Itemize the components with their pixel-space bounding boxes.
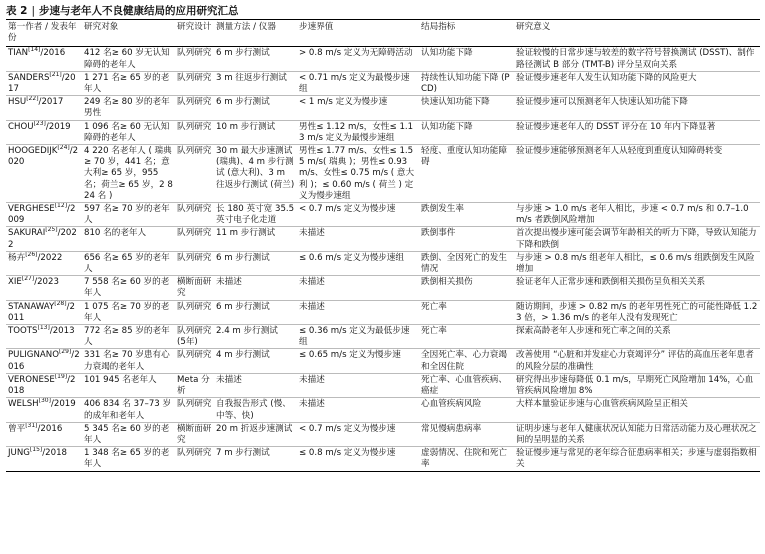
cell-method: 6 m 步行测试 [214, 300, 297, 324]
author-name: 杨卉 [8, 252, 26, 263]
publication-year: /2009 [8, 204, 76, 226]
table-row [6, 120, 760, 144]
cell-author [6, 447, 82, 471]
cell-method: 10 m 步行测试 [214, 120, 297, 144]
cell-subjects: 810 名的老年人 [82, 227, 175, 251]
cell-subjects: 412 名≥ 60 岁无认知障碍的老年人 [82, 47, 175, 71]
table-row [6, 276, 760, 300]
author-name: STANAWAY [8, 301, 55, 312]
cell-significance: 探索高龄老年人步速和死亡率之间的关系 [514, 325, 760, 349]
cell-significance: 验证慢步速与常见的老年综合征患病率相关；步速与虚弱指数相关 [514, 447, 760, 471]
cell-outcome: 跌倒相关损伤 [419, 276, 514, 300]
author-name: SANDERS [8, 72, 50, 83]
publication-year: /2020 [8, 146, 79, 168]
cell-design: 队列研究 [175, 251, 214, 275]
publication-year: /2017 [8, 72, 76, 95]
reference-number: [29] [58, 348, 72, 356]
cell-subjects: 1 075 名≥ 70 岁的老年人 [82, 300, 175, 324]
reference-number: [24] [57, 144, 70, 152]
cell-outcome: 认知功能下降 [419, 47, 514, 71]
cell-threshold: ≤ 0.6 m/s 定义为慢步速组 [297, 251, 419, 275]
cell-significance: 大样本量验证步速与心血管疾病风险呈正相关 [514, 398, 760, 422]
cell-outcome: 轻度、重度认知功能障碍 [419, 145, 514, 203]
cell-author [6, 300, 82, 324]
cell-design: 队列研究 [175, 145, 214, 203]
publication-year: /2022 [37, 252, 63, 263]
publication-year: /2016 [8, 350, 80, 372]
publication-year: /2023 [34, 277, 59, 288]
header-threshold: 步速界值 [297, 20, 419, 47]
cell-author [6, 203, 82, 227]
cell-author [6, 71, 82, 95]
table-row [6, 447, 760, 471]
cell-outcome: 持续性认知功能下降 (PCD) [419, 71, 514, 95]
cell-method: 30 m 最大步速测试 (瑞典)、4 m 步行测试 (意大利)、3 m 往返步行测试 (荷兰) [214, 145, 297, 203]
table-body [6, 47, 760, 471]
reference-number: [25] [45, 226, 58, 234]
author-name: TIAN [8, 48, 29, 59]
cell-subjects: 331 名≥ 70 岁患有心力衰竭的老年人 [82, 349, 175, 373]
cell-outcome: 全因死亡率、心力衰竭和全因住院 [419, 349, 514, 373]
reference-number: [27] [21, 275, 35, 283]
cell-significance: 证明步速与老年人健康状况认知能力日常活动能力及心理状况之间的呈明显的关系 [514, 422, 760, 446]
cell-significance: 验证老年人正常步速和跌倒相关损伤呈负相关关系 [514, 276, 760, 300]
cell-threshold: > 0.8 m/s 定义为无障碍活动 [297, 47, 419, 71]
reference-number: [21] [49, 71, 62, 78]
author-name: JUNG [8, 448, 30, 459]
cell-design: 队列研究 [175, 120, 214, 144]
cell-significance: 与步速 > 1.0 m/s 老年人相比，步速 < 0.7 m/s 和 0.7–1.0 m/s 者跌倒风险增加 [514, 203, 760, 227]
cell-outcome: 死亡率 [419, 325, 514, 349]
cell-subjects: 1 096 名≥ 60 无认知障碍的老年人 [82, 120, 175, 144]
cell-design: 横断面研究 [175, 276, 214, 300]
cell-outcome: 跌倒、全因死亡的发生情况 [419, 251, 514, 275]
publication-year: /2016 [40, 48, 66, 59]
cell-outcome: 快速认知功能下降 [419, 96, 514, 120]
publication-year: /2019 [45, 121, 71, 132]
cell-subjects: 406 834 名 37–73 岁的成年和老年人 [82, 398, 175, 422]
publication-year: /2017 [38, 97, 64, 108]
cell-threshold: 男性≤ 1.77 m/s、女性≤ 1.55 m/s( 瑞典 )；男性≤ 0.93 m/s、女性≤ 0.75 m/s ( 意大利 )；≤ 0.60 m/s ( 荷兰 ) 定义为慢步速组 [297, 145, 419, 203]
table-row [6, 71, 760, 95]
cell-method: 20 m 折返步速测试 [214, 422, 297, 446]
cell-method: 2.4 m 步行测试 [214, 325, 297, 349]
publication-year: /2016 [37, 423, 63, 434]
author-name: WELSH [8, 399, 39, 410]
study-summary-table [6, 19, 760, 472]
cell-design: 队列研究 [175, 47, 214, 71]
table-row [6, 325, 760, 349]
cell-significance: 验证较慢的日常步速与较差的数字符号替换测试 (DSST)、制作路径测试 B 部分 (TMT-B) 评分呈双向关系 [514, 47, 760, 71]
table-row [6, 145, 760, 203]
table-row [6, 398, 760, 422]
table-row [6, 203, 760, 227]
cell-subjects: 1 348 名≥ 65 岁的老年人 [82, 447, 175, 471]
cell-design: 队列研究 [175, 300, 214, 324]
cell-method: 6 m 步行测试 [214, 251, 297, 275]
cell-significance: 验证慢步速可以预测老年人快速认知功能下降 [514, 96, 760, 120]
author-name: HSU [8, 97, 27, 108]
header-design: 研究设计 [175, 20, 214, 47]
table-row [6, 300, 760, 324]
cell-significance: 随访期间，步速 > 0.82 m/s 的老年男性死亡的可能性降低 1.23 倍，> 1.36 m/s 的老年人没有发现死亡 [514, 300, 760, 324]
cell-outcome: 死亡率、心血管疾病、癌症 [419, 373, 514, 397]
cell-author [6, 227, 82, 251]
cell-threshold: 未描述 [297, 300, 419, 324]
cell-design: 队列研究 [175, 227, 214, 251]
publication-year: /2013 [49, 326, 75, 337]
cell-subjects: 7 558 名≥ 60 岁的老年人 [82, 276, 175, 300]
cell-significance: 验证慢步速老年人的 DSST 评分在 10 年内下降显著 [514, 120, 760, 144]
reference-number: [15] [29, 446, 43, 454]
cell-threshold: 未描述 [297, 227, 419, 251]
reference-number: [19] [54, 373, 68, 381]
cell-threshold: 男性≤ 1.12 m/s，女性≤ 1.13 m/s 定义为最慢步速组 [297, 120, 419, 144]
author-name: SAKURAI [8, 228, 46, 239]
reference-number: [13] [37, 324, 50, 332]
table-caption [6, 4, 760, 19]
cell-significance: 研究得出步速每降低 0.1 m/s，早期死亡风险增加 14%，心血管疾病风险增加 8% [514, 373, 760, 397]
author-name: VERONESE [8, 374, 55, 385]
author-name: CHOU [8, 121, 34, 132]
cell-threshold: < 0.71 m/s 定义为最慢步速组 [297, 71, 419, 95]
table-label: 表 2 [6, 5, 28, 17]
cell-design: 队列研究 [175, 96, 214, 120]
author-name: 曾平 [8, 423, 26, 434]
cell-significance: 首次提出慢步速可能会调节年龄相关的听力下降，导致认知能力下降和跌倒 [514, 227, 760, 251]
table-title: 步速与老年人不良健康结局的应用研究汇总 [39, 5, 239, 17]
cell-outcome: 死亡率 [419, 300, 514, 324]
table-row [6, 349, 760, 373]
cell-subjects: 1 271 名≥ 65 岁的老年人 [82, 71, 175, 95]
table-row [6, 47, 760, 71]
table-row [6, 96, 760, 120]
publication-year: /2022 [8, 228, 77, 250]
author-name: TOOTS [8, 326, 38, 337]
header-subjects: 研究对象 [82, 20, 175, 47]
cell-significance: 改善使用 “心脏和并发症心力衰竭评分” 评估的高血压老年患者的风险分层的准确性 [514, 349, 760, 373]
reference-number: [26] [25, 251, 38, 258]
caption-separator: | [31, 5, 36, 17]
cell-outcome: 认知功能下降 [419, 120, 514, 144]
cell-significance: 与步速 > 0.8 m/s 组老年人相比，≤ 0.6 m/s 组跌倒发生风险增加 [514, 251, 760, 275]
cell-threshold: ≤ 0.8 m/s 定义为慢步速 [297, 447, 419, 471]
cell-significance: 验证慢步速能够预测老年人从轻度到重度认知障碍转变 [514, 145, 760, 203]
cell-method: 4 m 步行测试 [214, 349, 297, 373]
cell-outcome: 心血管疾病风险 [419, 398, 514, 422]
cell-design: 横断面研究 [175, 422, 214, 446]
cell-design: 队列研究 [175, 349, 214, 373]
cell-author [6, 422, 82, 446]
table-row [6, 373, 760, 397]
cell-author [6, 325, 82, 349]
publication-year: /2018 [8, 374, 76, 397]
cell-method: 长 180 英寸宽 35.5 英寸电子化走道 [214, 203, 297, 227]
author-name: XIE [8, 277, 22, 288]
cell-author [6, 96, 82, 120]
reference-number: [23] [33, 120, 46, 127]
cell-method: 7 m 步行测试 [214, 447, 297, 471]
cell-method: 6 m 步行测试 [214, 47, 297, 71]
cell-subjects: 5 345 名≥ 60 岁的老年人 [82, 422, 175, 446]
header-method: 测量方法 / 仪器 [214, 20, 297, 47]
cell-design: 队列研究 [175, 447, 214, 471]
author-name: VERGHESE [8, 204, 55, 215]
header-author: 第一作者 / 发表年份 [6, 20, 82, 47]
cell-author [6, 120, 82, 144]
cell-method: 11 m 步行测试 [214, 227, 297, 251]
cell-outcome: 跌倒事件 [419, 227, 514, 251]
cell-significance: 验证慢步速老年人发生认知功能下降的风险更大 [514, 71, 760, 95]
table-row [6, 251, 760, 275]
cell-method: 未描述 [214, 276, 297, 300]
reference-number: [28] [54, 300, 67, 307]
cell-author [6, 373, 82, 397]
cell-subjects: 4 220 名老年人 ( 瑞典≥ 70 岁，441 名；意大利≥ 65 岁，955 名；荷兰≥ 65 岁，2 824 名 ) [82, 145, 175, 203]
reference-number: [22] [26, 95, 39, 103]
cell-author [6, 276, 82, 300]
cell-author [6, 398, 82, 422]
publication-year: /2018 [42, 448, 68, 459]
reference-number: [14] [28, 46, 41, 54]
cell-design: Meta 分析 [175, 373, 214, 397]
cell-threshold: < 0.7 m/s 定义为慢步速 [297, 422, 419, 446]
publication-year: /2011 [8, 301, 75, 323]
cell-outcome: 虚弱情况、住院和死亡率 [419, 447, 514, 471]
cell-outcome: 跌倒发生率 [419, 203, 514, 227]
author-name: HOOGEDIJK [8, 146, 58, 157]
cell-threshold: ≤ 0.36 m/s 定义为最低步速组 [297, 325, 419, 349]
header-significance: 研究意义 [514, 20, 760, 47]
cell-threshold: ≤ 0.65 m/s 定义为慢步速 [297, 349, 419, 373]
author-name: PULIGNANO [8, 350, 59, 361]
cell-design: 队列研究 (5年) [175, 325, 214, 349]
reference-number: [31] [25, 422, 38, 429]
table-row [6, 227, 760, 251]
cell-subjects: 597 名≥ 70 岁的老年人 [82, 203, 175, 227]
cell-author [6, 47, 82, 71]
cell-author [6, 349, 82, 373]
publication-year: /2019 [50, 399, 76, 410]
reference-number: [12] [54, 202, 68, 210]
cell-author [6, 145, 82, 203]
cell-threshold: 未描述 [297, 276, 419, 300]
table-row [6, 422, 760, 446]
cell-outcome: 常见慢病患病率 [419, 422, 514, 446]
cell-threshold: 未描述 [297, 373, 419, 397]
header-outcome: 结局指标 [419, 20, 514, 47]
cell-method: 3 m 往返步行测试 [214, 71, 297, 95]
cell-method: 未描述 [214, 373, 297, 397]
cell-design: 队列研究 [175, 203, 214, 227]
cell-design: 队列研究 [175, 398, 214, 422]
cell-design: 队列研究 [175, 71, 214, 95]
cell-subjects: 656 名≥ 65 岁的老年人 [82, 251, 175, 275]
cell-method: 6 m 步行测试 [214, 96, 297, 120]
table-header-row [6, 20, 760, 47]
cell-subjects: 101 945 名老年人 [82, 373, 175, 397]
cell-subjects: 249 名≥ 80 岁的老年男性 [82, 96, 175, 120]
cell-threshold: 未描述 [297, 398, 419, 422]
cell-method: 自我报告形式 (慢、中等、快) [214, 398, 297, 422]
cell-subjects: 772 名≥ 85 岁的老年人 [82, 325, 175, 349]
reference-number: [30] [38, 397, 51, 405]
cell-author [6, 251, 82, 275]
cell-threshold: < 1 m/s 定义为慢步速 [297, 96, 419, 120]
cell-threshold: < 0.7 m/s 定义为慢步速 [297, 203, 419, 227]
